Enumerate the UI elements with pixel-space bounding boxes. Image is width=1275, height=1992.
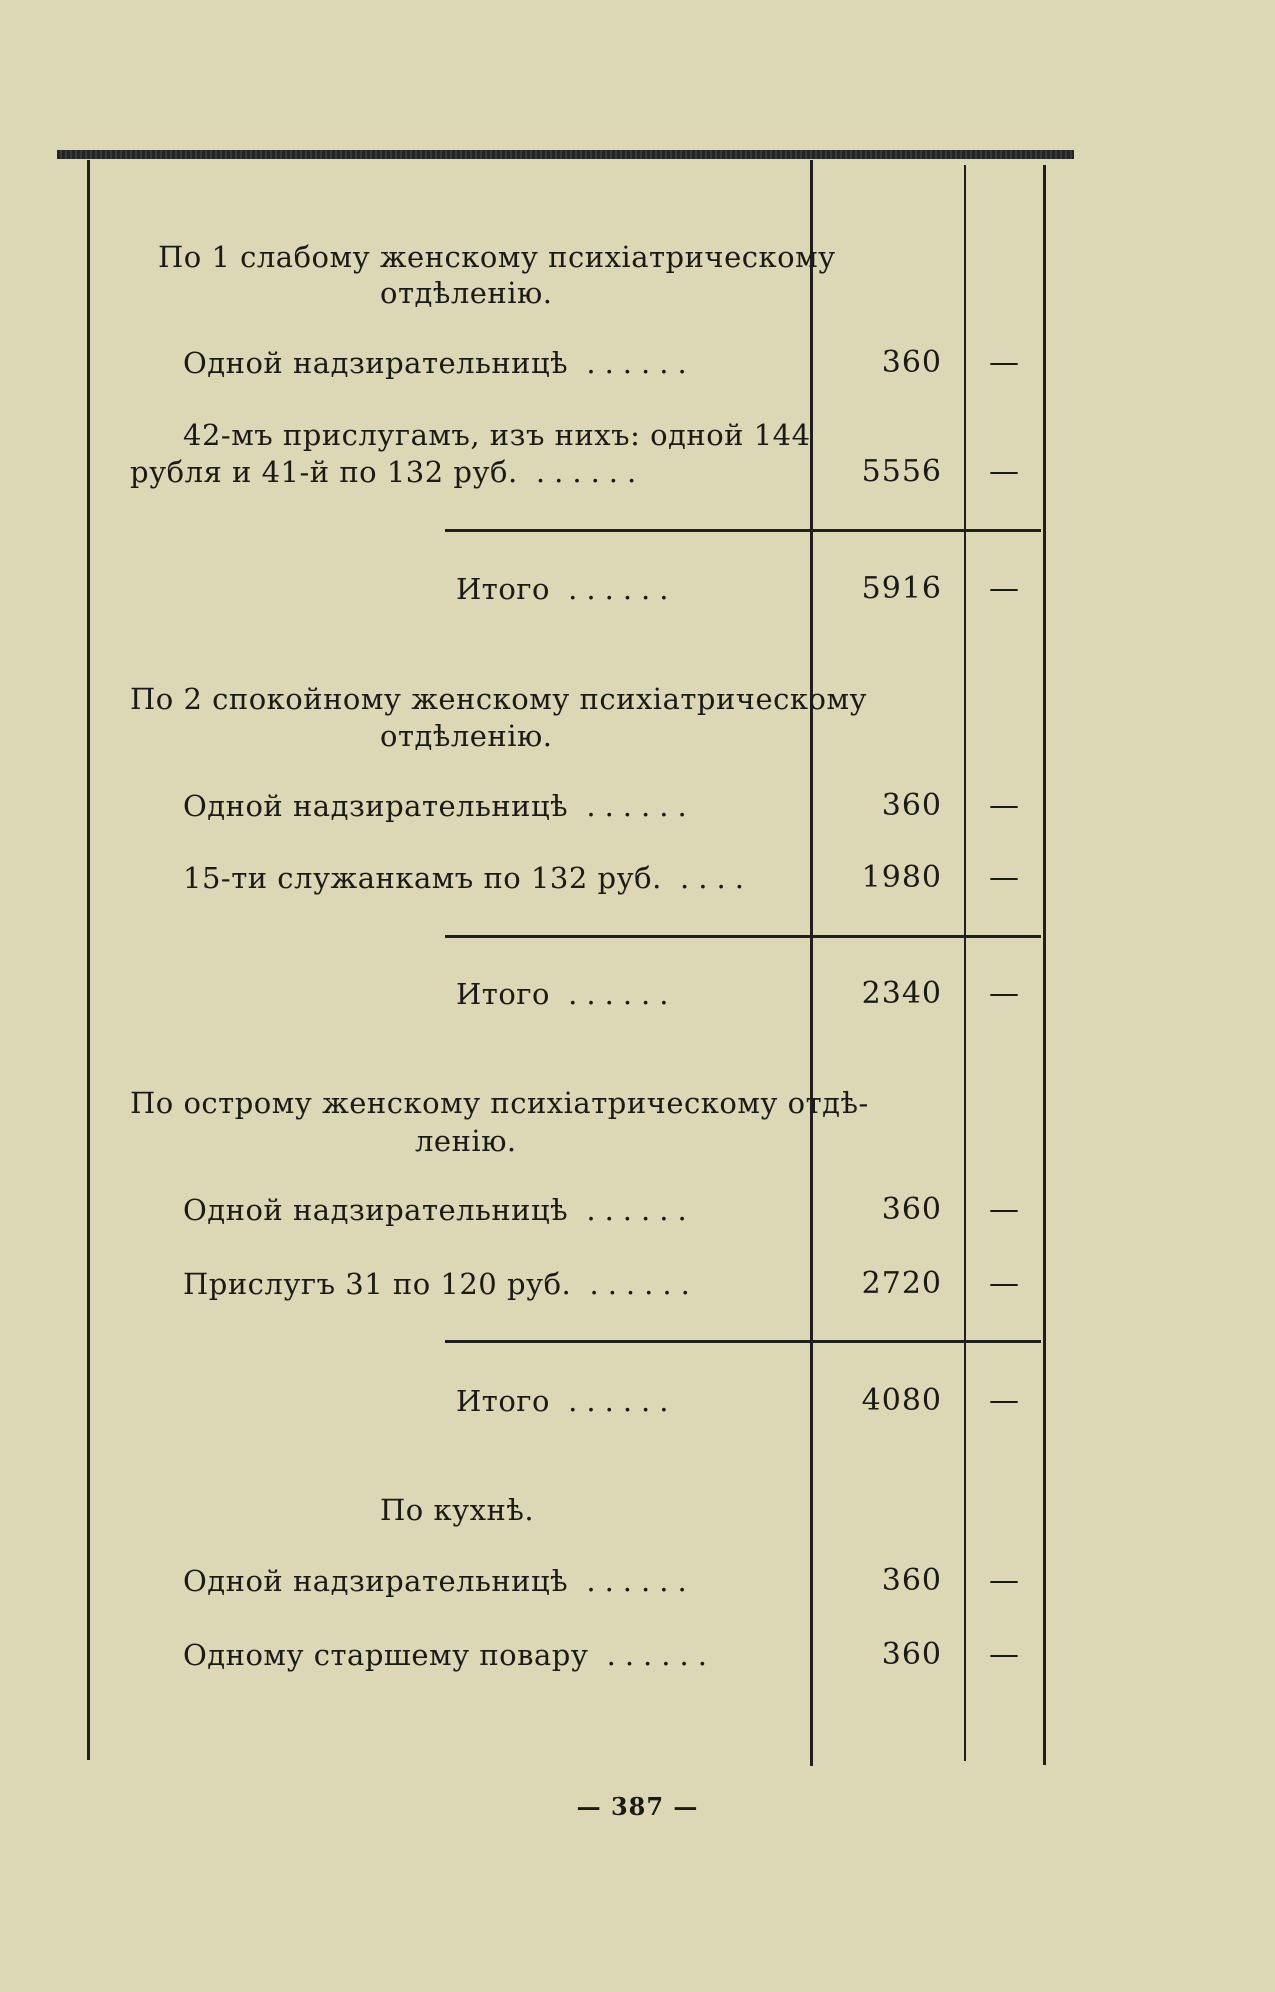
row-amount: 360 (881, 788, 942, 823)
row-amount: 360 (881, 1192, 942, 1227)
row-label: Одной надзирательницѣ ...... (183, 346, 696, 380)
row-amount: 360 (881, 345, 942, 380)
row-mark: — (989, 1563, 1019, 1598)
row-amount: 2720 (861, 1266, 942, 1301)
section-heading: По 2 спокойному женскому психіатрическому (130, 682, 868, 716)
row-label: 42-мъ прислугамъ, изъ нихъ: одной 144 (183, 418, 811, 452)
row-amount: 360 (881, 1637, 942, 1672)
total-mark: — (989, 1383, 1019, 1418)
section-heading: По острому женскому психіатрическому отдѣ- (130, 1086, 869, 1120)
top-rule (57, 150, 1074, 159)
row-amount: 5556 (861, 454, 942, 489)
amount-column-left-border (810, 160, 813, 1766)
total-label: Итого ...... (456, 977, 678, 1011)
amount-column-right-border (964, 165, 966, 1761)
row-label: Одной надзирательницѣ ...... (183, 1564, 696, 1598)
total-mark: — (989, 976, 1019, 1011)
subtotal-rule-3 (445, 1340, 1041, 1343)
section-heading: По кухнѣ. (380, 1493, 535, 1527)
row-mark: — (989, 454, 1019, 489)
row-mark: — (989, 860, 1019, 895)
row-label: Одной надзирательницѣ ...... (183, 1193, 696, 1227)
left-border (87, 160, 90, 1760)
total-amount: 4080 (861, 1383, 942, 1418)
total-amount: 2340 (861, 976, 942, 1011)
total-mark: — (989, 571, 1019, 606)
row-label: 15-ти служанкамъ по 132 руб. .... (183, 861, 753, 895)
row-label: рубля и 41-й по 132 руб. ...... (130, 455, 646, 489)
row-label: Одному старшему повару ...... (183, 1638, 716, 1672)
row-mark: — (989, 1637, 1019, 1672)
section-heading: ленію. (415, 1124, 517, 1158)
section-heading: отдѣленію. (380, 276, 553, 310)
row-mark: — (989, 788, 1019, 823)
page-number: — 387 — (576, 1792, 699, 1821)
total-amount: 5916 (861, 571, 942, 606)
row-label: Прислугъ 31 по 120 руб. ...... (183, 1267, 699, 1301)
row-mark: — (989, 345, 1019, 380)
section-heading: По 1 слабому женскому психіатрическому (158, 240, 836, 274)
row-mark: — (989, 1192, 1019, 1227)
right-border (1043, 165, 1046, 1765)
total-label: Итого ...... (456, 572, 678, 606)
row-mark: — (989, 1266, 1019, 1301)
row-amount: 360 (881, 1563, 942, 1598)
section-heading: отдѣленію. (380, 719, 553, 753)
subtotal-rule-1 (445, 529, 1041, 532)
total-label: Итого ...... (456, 1384, 678, 1418)
subtotal-rule-2 (445, 935, 1041, 938)
row-amount: 1980 (861, 860, 942, 895)
row-label: Одной надзирательницѣ ...... (183, 789, 696, 823)
